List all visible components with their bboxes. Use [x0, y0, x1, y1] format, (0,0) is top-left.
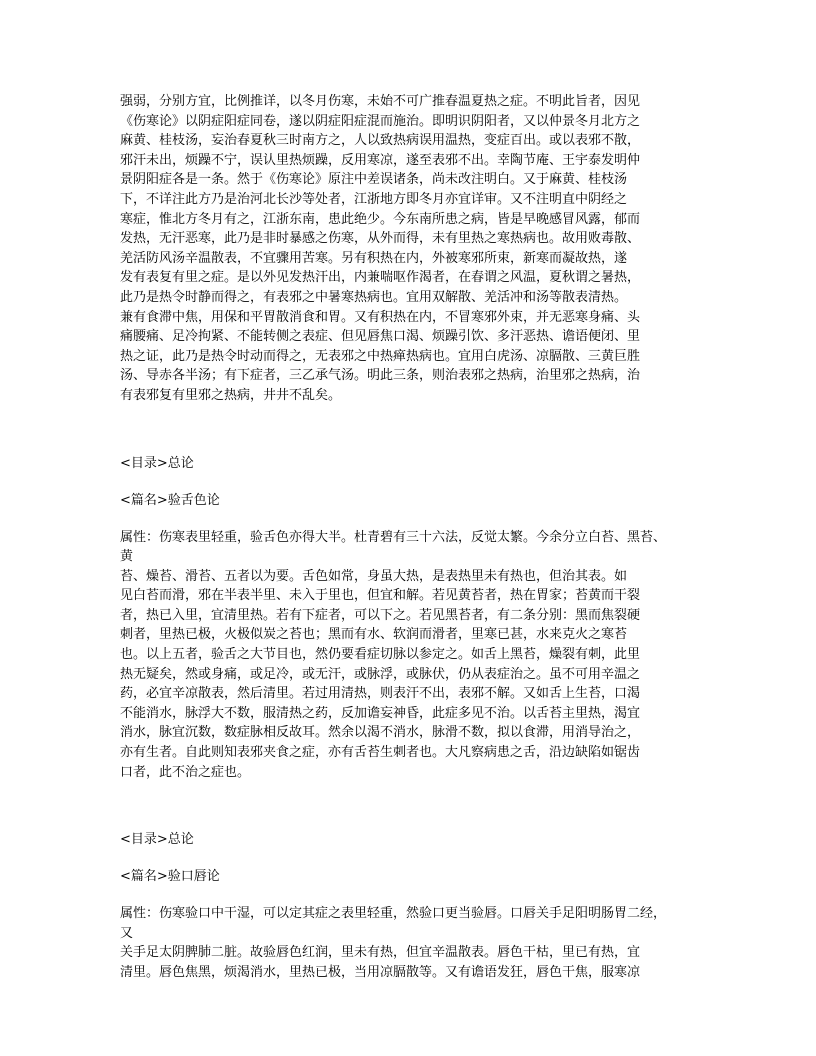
text-line: 刺者，里热已极，火极似炭之苔也；黑而有水、软润而滑者，里寒已甚，水来克火之寒苔	[120, 627, 628, 643]
text-line: 者，热已入里，宜清里热。若有下症者，可以下之。若见黑苔者，有二条分别：黑而焦裂硬	[120, 607, 641, 623]
text-line: 下，不详注此方乃是治河北长沙等处者，江浙地方即冬月亦宜详审。又不注明直中阴经之	[120, 191, 628, 207]
text-line: 口者，此不治之症也。	[120, 764, 251, 780]
text-line: 见白苔而滑，邪在半表半里、未入于里也，但宜和解。若见黄苔者，热在胃家；苔黄而干裂	[120, 588, 641, 604]
text-line: 黄	[120, 549, 134, 565]
text-line: 关手足太阴脾肺二脏。故验唇色红润，里未有热，但宜辛温散表。唇色干枯，里已有热，宜	[120, 945, 641, 961]
text-line: 汤、导赤各半汤；有下症者，三乙承气汤。明此三条，则治表邪之热病，治里邪之热病，治	[120, 368, 641, 384]
text-line: 清里。唇色焦黑，烦渴消水，里热已极，当用凉膈散等。又有谵语发狂，唇色干焦，服寒凉	[120, 965, 641, 980]
text-line: 也。以上五者，验舌之大节目也，然仍要看症切脉以参定之。如舌上黑苔，燥裂有刺，此里	[120, 647, 641, 663]
text-line: 热无疑矣，然或身痛，或足冷，或无汗，或脉浮，或脉伏，仍从表症治之。虽不可用辛温之	[120, 666, 641, 682]
text-line: 景阴阳症各是一条。然于《伤寒论》原注中差误诸条，尚未改注明白。又于麻黄、桂枝汤	[120, 172, 628, 188]
text-line: 苔、燥苔、滑苔、五者以为要。舌色如常，身虽大热，是表热里未有热也，但治其表。如	[120, 568, 628, 584]
text-line: 有表邪复有里邪之热病，井井不乱矣。	[120, 387, 342, 403]
section-intro	[120, 92, 690, 406]
section-tongue	[120, 454, 690, 783]
chapter-title: <篇名>验舌色论	[120, 492, 220, 508]
text-line: 药，必宜辛凉散表，然后清里。若过用清热，则表汗不出，表邪不解。又如舌上生苔，口渴	[120, 686, 641, 702]
text-line: 亦有生者。自此则知表邪夹食之症，亦有舌苔生刺者也。大凡察病患之舌，沿边缺陷如锯齿	[120, 745, 641, 761]
text-line: 寒症，惟北方冬月有之，江浙东南，患此绝少。今东南所患之病，皆是早晚感冒风露，郁而	[120, 211, 641, 227]
chapter-title: <篇名>验口唇论	[120, 869, 220, 885]
text-line: 邪汗未出，烦躁不宁，误认里热烦躁，反用寒凉，遂至表邪不出。幸陶节庵、王宇泰发明仲	[120, 152, 641, 168]
text-line: 发有表复有里之症。是以外见发热汗出，内兼喘呕作渴者，在春谓之风温，夏秋谓之暑热，	[120, 270, 641, 286]
text-line: 热之证，此乃是热令时动而得之，无表邪之中热瘅热病也。宜用白虎汤、凉膈散、三黄巨胜	[120, 348, 641, 364]
text-line: 发热，无汗恶寒，此乃是非时暴感之伤寒，从外而得，未有里热之寒热病也。故用败毒散、	[120, 231, 641, 247]
text-line: 痛腰痛、足冷拘紧、不能转侧之表症、但见唇焦口渴、烦躁引饮、多汗恶热、谵语便闭、里	[120, 329, 641, 345]
text-line	[120, 983, 690, 1003]
text-line: 羌活防风汤辛温散表，不宜骤用苦寒。另有积热在内，外被寒邪所束，新寒而凝故热，遂	[120, 250, 628, 266]
text-line: 兼有食滞中焦，用保和平胃散消食和胃。又有积热在内，不冒寒邪外束，并无恶寒身痛、头	[120, 309, 641, 325]
text-line: 不能消水，脉浮大不数，服清热之药，反加谵妄神昏，此症多见不治。以舌苔主里热，渴宜	[120, 705, 641, 721]
section-lips	[120, 830, 690, 1002]
text-line: 又	[120, 925, 134, 941]
catalog-heading: <目录>总论	[120, 832, 194, 848]
catalog-heading: <目录>总论	[120, 455, 194, 471]
text-line: 属性：伤寒表里轻重，验舌色亦得大半。杜青碧有三十六法，反觉太繁。今余分立白苔、黑苔、	[120, 529, 667, 545]
text-line: 消水，脉宜沉数，数症脉相反故耳。然余以渴不消水，脉滑不数，拟以食滞，用消导治之，	[120, 725, 641, 741]
text-line: 麻黄、桂枝汤，妄治春夏秋三时南方之，人以致热病误用温热，变症百出。或以表邪不散，	[120, 133, 641, 149]
text-line: 此乃是热令时静而得之，有表邪之中暑寒热病也。宜用双解散、羌活冲和汤等散表清热。	[120, 289, 628, 305]
text-line: 属性：伤寒验口中干湿，可以定其症之表里轻重，然验口更当验唇。口唇关手足阳明肠胃二经，	[120, 906, 667, 922]
document-page	[120, 92, 690, 1002]
text-line: 《伤寒论》以阴症阳症同卷，遂以阴症阳症混而施治。即明识阴阳者，又以仲景冬月北方之	[120, 113, 641, 129]
text-line: 强弱，分别方宜，比例推详，以冬月伤寒，未始不可广推春温夏热之症。不明此旨者，因见	[120, 94, 641, 109]
